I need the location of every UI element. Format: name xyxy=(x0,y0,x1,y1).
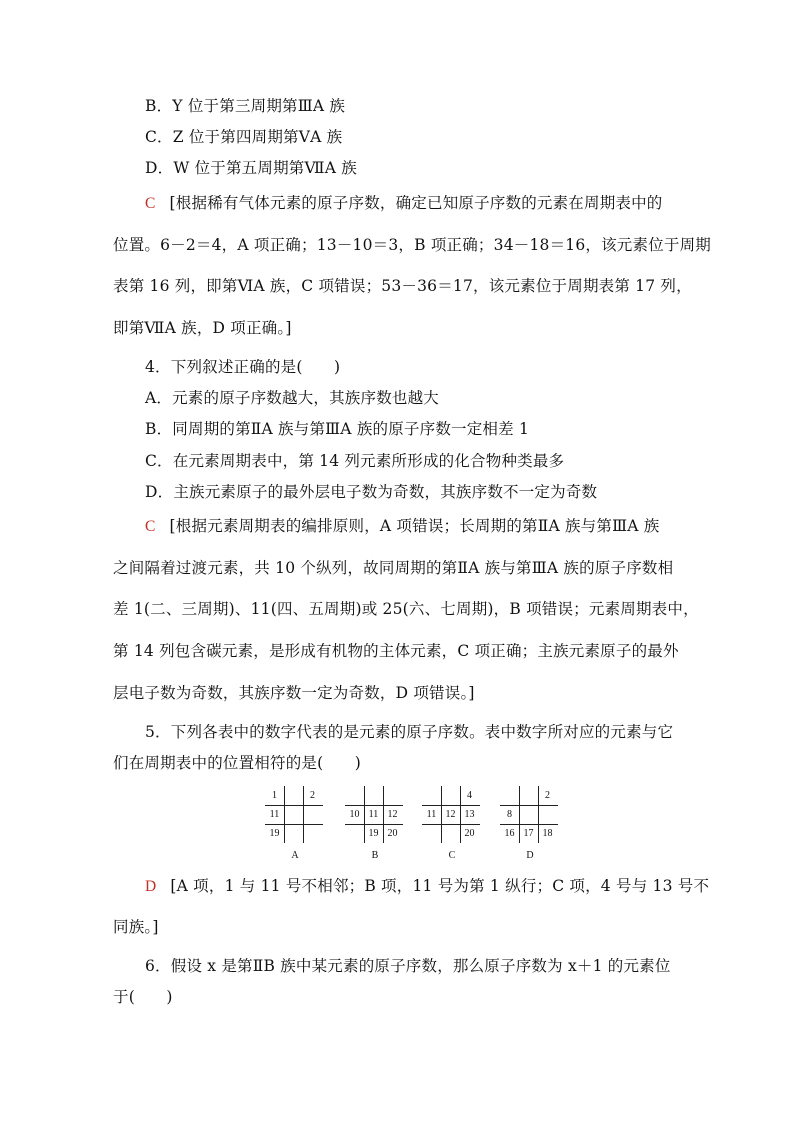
q3-explanation-line2: 位置。6－2＝4，A 项正确；13－10＝3，B 项正确；34－18＝16，该元素位于周期 xyxy=(113,236,712,254)
q4-option-c: C．在元素周期表中，第 14 列元素所形成的化合物种类最多 xyxy=(145,452,565,470)
table-cell xyxy=(422,824,441,843)
table-cell: 11 xyxy=(426,809,437,820)
q5-stem-line1: 5．下列各表中的数字代表的是元素的原子序数。表中数字所对应的元素与它 xyxy=(145,723,674,741)
q3-answer: C xyxy=(145,195,156,212)
q3-option-d: D．W 位于第五周期第ⅦA 族 xyxy=(145,159,357,177)
q4-explanation-text1: [根据元素周期表的编排原则，A 项错误；长周期的第ⅡA 族与第ⅢA 族 xyxy=(169,517,660,535)
table-cell xyxy=(500,786,519,805)
table-cell: 20 xyxy=(464,828,475,839)
table-cell xyxy=(538,805,557,824)
table-cell: 20 xyxy=(387,828,398,839)
q4-explanation-line1 xyxy=(145,516,659,537)
q3-option-b: B．Y 位于第三周期第ⅢA 族 xyxy=(145,97,346,115)
q6-stem-line1: 6．假设 x 是第ⅡB 族中某元素的原子序数，那么原子序数为 x＋1 的元素位 xyxy=(145,957,671,975)
table-cell xyxy=(303,805,322,824)
q5-table-label: B xyxy=(371,850,379,861)
q4-explanation-line2: 之间隔着过渡元素，共 10 个纵列，故同周期的第ⅡA 族与第ⅢA 族的原子序数相 xyxy=(113,559,674,577)
q5-table-label: C xyxy=(448,850,456,861)
q5-table-a xyxy=(265,786,325,861)
q6-stem-line2: 于( ) xyxy=(113,988,173,1006)
q3-option-c: C．Z 位于第四周期第ⅤA 族 xyxy=(145,128,343,146)
q5-tables xyxy=(265,786,565,866)
q3-explanation-text1: [根据稀有气体元素的原子序数，确定已知原子序数的元素在周期表中的 xyxy=(169,194,663,212)
table-cell xyxy=(519,805,538,824)
table-cell xyxy=(284,805,303,824)
table-cell: 2 xyxy=(545,790,550,801)
table-cell: 19 xyxy=(368,828,379,839)
table-cell xyxy=(364,786,383,805)
table-cell xyxy=(519,786,538,805)
q3-explanation-line3: 表第 16 列，即第ⅥA 族，C 项错误；53－36＝17，该元素位于周期表第 17 列， xyxy=(113,277,692,295)
q3-explanation-line1 xyxy=(145,193,663,214)
table-cell: 11 xyxy=(269,809,280,820)
table-cell xyxy=(345,786,364,805)
q4-option-d: D．主族元素原子的最外层电子数为奇数，其族序数不一定为奇数 xyxy=(145,483,598,501)
q4-answer: C xyxy=(145,518,156,535)
q5-table-label: D xyxy=(526,850,534,861)
q4-option-a: A．元素的原子序数越大，其族序数也越大 xyxy=(145,389,439,407)
table-cell: 12 xyxy=(445,809,456,820)
table-cell xyxy=(284,786,303,805)
table-cell xyxy=(383,786,402,805)
table-cell: 1 xyxy=(272,790,277,801)
table-cell xyxy=(441,824,460,843)
table-cell xyxy=(303,824,322,843)
q4-stem: 4．下列叙述正确的是( ) xyxy=(145,358,341,376)
table-cell: 17 xyxy=(523,828,534,839)
q5-explanation-line1 xyxy=(145,876,709,897)
table-cell: 12 xyxy=(387,809,398,820)
q5-table-d xyxy=(500,786,560,861)
q5-explanation-line2: 同族。] xyxy=(113,918,159,936)
q5-table-c xyxy=(422,786,482,861)
q5-answer: D xyxy=(145,878,157,895)
table-cell xyxy=(422,786,441,805)
table-cell: 16 xyxy=(504,828,515,839)
table-cell: 13 xyxy=(464,809,475,820)
q5-stem-line2: 们在周期表中的位置相符的是( ) xyxy=(113,754,361,772)
q4-explanation-line4: 第 14 列包含碳元素，是形成有机物的主体元素，C 项正确；主族元素原子的最外 xyxy=(113,642,679,660)
q5-table-b xyxy=(345,786,405,861)
table-cell: 18 xyxy=(542,828,553,839)
q4-explanation-line3: 差 1(二、三周期)、11(四、五周期)或 25(六、七周期)，B 项错误；元素周期表中， xyxy=(113,600,699,618)
q5-table-label: A xyxy=(291,850,299,861)
table-cell: 2 xyxy=(310,790,315,801)
table-cell xyxy=(345,824,364,843)
q5-explanation-text1: [A 项，1 与 11 号不相邻；B 项，11 号为第 1 纵行；C 项，4 号与 13 号不 xyxy=(170,877,710,895)
q3-explanation-line4: 即第ⅦA 族，D 项正确。] xyxy=(113,319,292,337)
table-cell xyxy=(284,824,303,843)
q4-option-b: B．同周期的第ⅡA 族与第ⅢA 族的原子序数一定相差 1 xyxy=(145,420,530,438)
table-cell: 4 xyxy=(467,790,472,801)
table-cell: 19 xyxy=(269,828,280,839)
table-cell xyxy=(441,786,460,805)
table-cell: 11 xyxy=(368,809,379,820)
table-cell: 8 xyxy=(507,809,512,820)
table-cell: 10 xyxy=(349,809,360,820)
q4-explanation-line5: 层电子数为奇数，其族序数一定为奇数，D 项错误。] xyxy=(113,684,475,702)
